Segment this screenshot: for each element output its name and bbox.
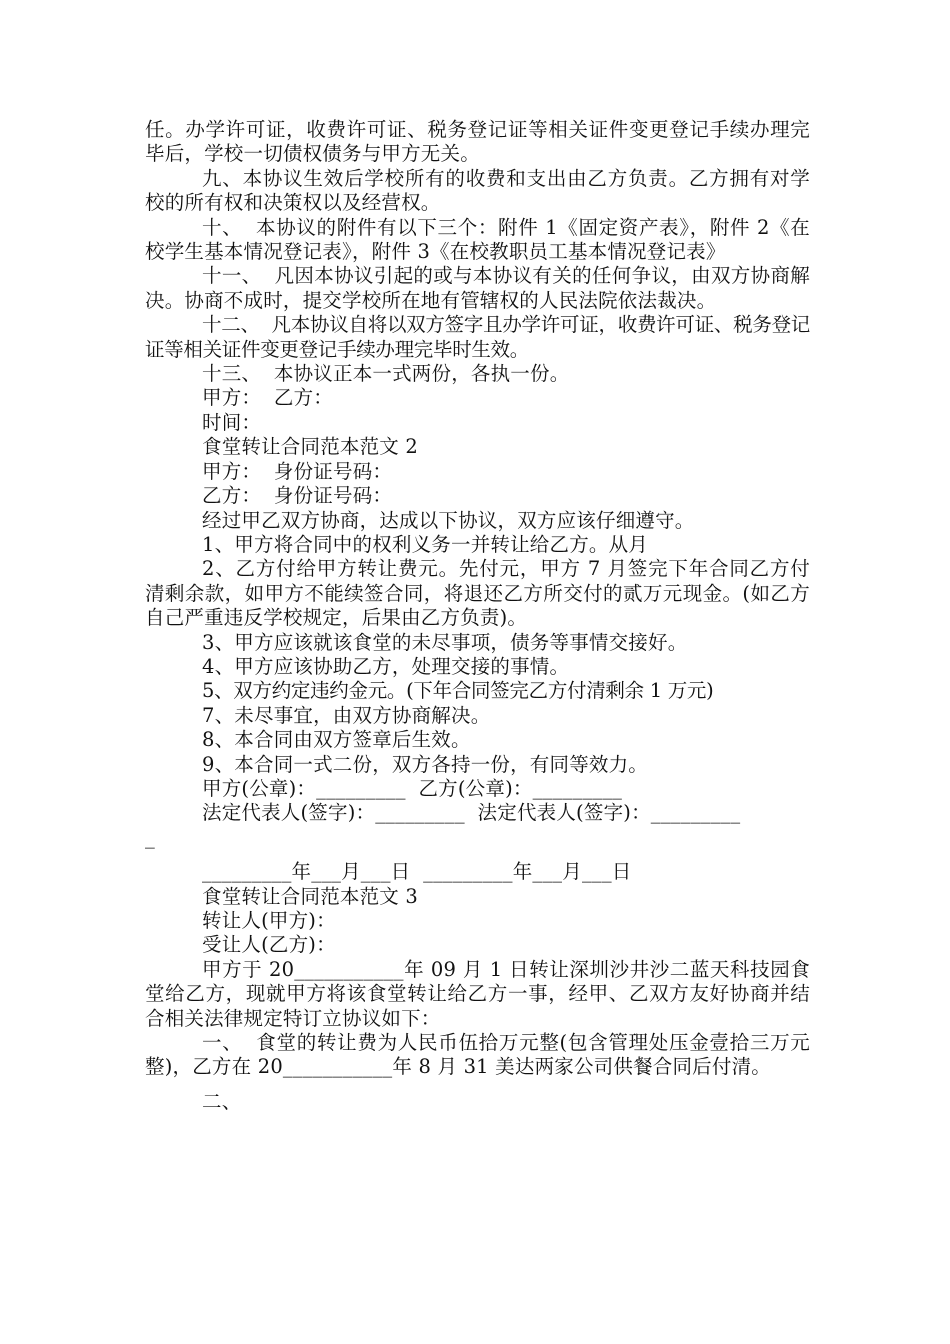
- signature-line: 甲方： 乙方：: [202, 386, 333, 410]
- document-body: [145, 118, 810, 1114]
- paragraph: 甲方于 20___________年 09 月 1 日转让深圳沙井沙二蓝天科技园食堂给乙方，现就甲方将该食堂转让给乙方一事，经甲、乙双方友好协商并结合相关法律规定特订立协议如下：: [145, 957, 810, 1030]
- section-heading: 食堂转让合同范本范文 2: [202, 435, 419, 459]
- paragraph: 任。办学许可证，收费许可证、税务登记证等相关证件变更登记手续办理完毕后，学校一切债权债务与甲方无关。: [145, 118, 810, 166]
- party-line: 转让人(甲方)：: [202, 909, 336, 932]
- clause: 8、本合同由双方签章后生效。: [202, 728, 471, 752]
- clause: 1、甲方将合同中的权利义务一并转让给乙方。从月: [202, 532, 649, 556]
- clause: 3、甲方应该就该食堂的未尽事项，债务等事情交接好。: [202, 630, 688, 654]
- party-line: 甲方： 身份证号码：: [202, 459, 393, 483]
- signature-line: 法定代表人(签字)：_________ 法定代表人(签字)：_________: [202, 801, 741, 825]
- clause: 一、 食堂的转让费为人民币伍拾万元整(包含管理处压金壹拾三万元整)，乙方在 20___________年 8 月 31 美达两家公司供餐合同后付清。: [145, 1031, 810, 1079]
- clause: 4、甲方应该协助乙方，处理交接的事情。: [202, 654, 570, 678]
- paragraph: 十、 本协议的附件有以下三个：附件 1《固定资产表》，附件 2《在校学生基本情况登记表》，附件 3《在校教职员工基本情况登记表》: [145, 215, 810, 264]
- clause: 7、未尽事宜，由双方协商解决。: [202, 703, 491, 727]
- paragraph: 十二、 凡本协议自将以双方签字且办学许可证，收费许可证、税务登记证等相关证件变更登记手续办理完毕时生效。: [145, 313, 810, 361]
- party-line: 乙方： 身份证号码：: [202, 484, 393, 508]
- underscore-line: _: [145, 825, 155, 849]
- seal-line: 甲方(公章)：_________ 乙方(公章)：_________: [202, 776, 623, 800]
- clause: 5、双方约定违约金元。(下年合同签完乙方付清剩余 1 万元): [202, 679, 714, 703]
- clause: 9、本合同一式二份，双方各持一份，有同等效力。: [202, 752, 649, 776]
- paragraph: 十一、 凡因本协议引起的或与本协议有关的任何争议，由双方协商解决。协商不成时，提交学校所在地有管辖权的人民法院依法裁决。: [145, 264, 810, 312]
- section-heading: 食堂转让合同范本范文 3: [202, 884, 419, 908]
- paragraph: 九、本协议生效后学校所有的收费和支出由乙方负责。乙方拥有对学校的所有权和决策权以及经营权。: [145, 166, 810, 215]
- paragraph: 经过甲乙双方协商，达成以下协议，双方应该仔细遵守。: [202, 508, 695, 532]
- date-line: 时间：: [202, 410, 262, 434]
- party-line: 受让人(乙方)：: [202, 933, 336, 957]
- clause: 二、: [202, 1089, 242, 1113]
- clause: 2、乙方付给甲方转让费元。先付元，甲方 7 月签完下年合同乙方付清剩余款，如甲方不能续签合同，将退还乙方所交付的贰万元现金。(如乙方自己严重违反学校规定，后果由乙方负责)。: [145, 557, 810, 630]
- date-line: _________年___月___日 _________年___月___日: [202, 860, 632, 884]
- paragraph: 十三、 本协议正本一式两份，各执一份。: [202, 362, 570, 386]
